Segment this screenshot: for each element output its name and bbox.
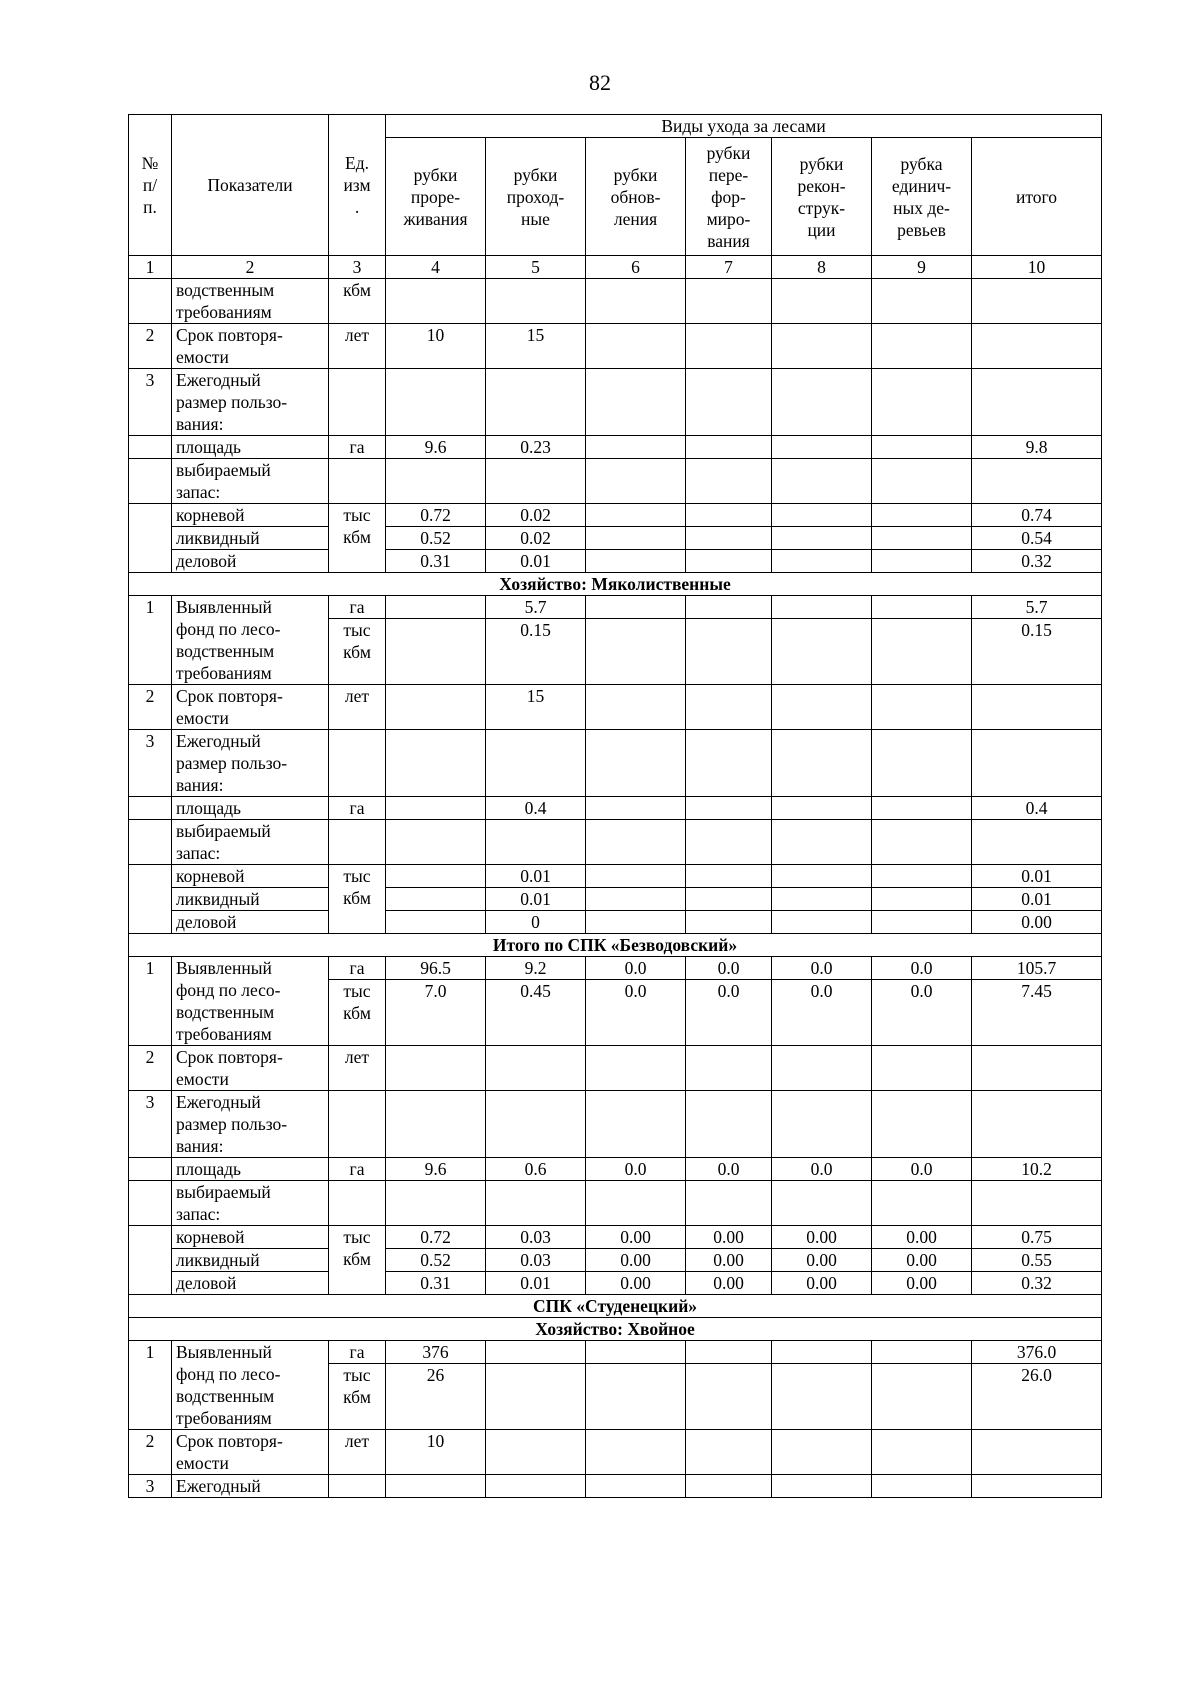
table-row xyxy=(129,504,1102,527)
table-row xyxy=(129,1226,1102,1249)
row-label: деловой xyxy=(172,1272,329,1295)
row-label: Ежегодный размер пользо- вания: xyxy=(172,1091,329,1158)
row-label: Срок повторя- емости xyxy=(172,324,329,369)
row-label: площадь xyxy=(172,436,329,459)
cell-value: 0.00 xyxy=(586,1226,686,1249)
cell-value: 26.0 xyxy=(972,1364,1102,1430)
cell-value: 0.01 xyxy=(486,550,586,573)
cell-value: 0.0 xyxy=(686,980,772,1046)
column-number: 9 xyxy=(872,256,972,279)
cell-value: 0.0 xyxy=(872,957,972,980)
cell-value: 96.5 xyxy=(386,957,486,980)
header-type-thinning: рубки проре- живания xyxy=(386,138,486,256)
section-heading: Хозяйство: Хвойное xyxy=(129,1318,1102,1341)
row-label: выбираемый запас: xyxy=(172,459,329,504)
table-row xyxy=(129,888,1102,911)
cell-value: 0.01 xyxy=(486,1272,586,1295)
table-row xyxy=(129,820,1102,865)
row-label: Ежегодный xyxy=(172,1475,329,1498)
cell-value: 0.00 xyxy=(972,911,1102,934)
row-num: 3 xyxy=(129,730,172,797)
row-label: выбираемый запас: xyxy=(172,1181,329,1226)
cell-value: 0.03 xyxy=(486,1249,586,1272)
section-heading: Итого по СПК «Безводовский» xyxy=(129,934,1102,957)
table-row xyxy=(129,1341,1102,1364)
table-row xyxy=(129,865,1102,888)
cell-value: 0.00 xyxy=(686,1226,772,1249)
row-unit: лет xyxy=(329,685,386,730)
row-label: Срок повторя- емости xyxy=(172,1430,329,1475)
row-label: Срок повторя- емости xyxy=(172,685,329,730)
cell-value: 0.02 xyxy=(486,504,586,527)
table-row xyxy=(129,911,1102,934)
row-unit: га xyxy=(329,596,386,619)
row-label: деловой xyxy=(172,911,329,934)
column-number: 7 xyxy=(686,256,772,279)
row-label: ликвидный xyxy=(172,1249,329,1272)
column-number: 8 xyxy=(772,256,872,279)
table-row xyxy=(129,596,1102,619)
cell-value: 9.8 xyxy=(972,436,1102,459)
cell-value: 0.0 xyxy=(586,1158,686,1181)
row-num: 1 xyxy=(129,596,172,685)
row-label: ликвидный xyxy=(172,888,329,911)
cell-value: 0.45 xyxy=(486,980,586,1046)
cell-value: 0.74 xyxy=(972,504,1102,527)
cell-value: 0.32 xyxy=(972,1272,1102,1295)
table-row xyxy=(129,1249,1102,1272)
header-type-passage: рубки проход- ные xyxy=(486,138,586,256)
row-num: 2 xyxy=(129,324,172,369)
table-row xyxy=(129,957,1102,980)
row-label: Выявленный фонд по лесо- водственным требованиям xyxy=(172,596,329,685)
cell-value: 0.31 xyxy=(386,550,486,573)
cell-value: 7.45 xyxy=(972,980,1102,1046)
cell-value: 15 xyxy=(486,685,586,730)
column-numbers-row xyxy=(129,256,1102,279)
column-number: 2 xyxy=(172,256,329,279)
row-label: водственным требованиям xyxy=(172,279,329,324)
cell-value: 0.0 xyxy=(686,1158,772,1181)
cell-value: 0.00 xyxy=(586,1249,686,1272)
table-row xyxy=(129,797,1102,820)
table-row xyxy=(129,369,1102,436)
cell-value: 7.0 xyxy=(386,980,486,1046)
header-indicator: Показатели xyxy=(172,115,329,256)
row-unit: га xyxy=(329,436,386,459)
row-unit: га xyxy=(329,1341,386,1364)
cell-value: 105.7 xyxy=(972,957,1102,980)
cell-value: 9.6 xyxy=(386,436,486,459)
cell-value: 5.7 xyxy=(972,596,1102,619)
cell-value: 10 xyxy=(386,1430,486,1475)
header-type-reformation: рубки пере- фор- миро- вания xyxy=(686,138,772,256)
table-row xyxy=(129,1091,1102,1158)
row-label: Срок повторя- емости xyxy=(172,1046,329,1091)
cell-value: 0.0 xyxy=(586,957,686,980)
row-label: корневой xyxy=(172,1226,329,1249)
cell-value: 0.00 xyxy=(872,1249,972,1272)
row-num: 2 xyxy=(129,1430,172,1475)
row-num: 1 xyxy=(129,1341,172,1430)
cell-value: 0.0 xyxy=(872,980,972,1046)
row-label: Ежегодный размер пользо- вания: xyxy=(172,369,329,436)
cell-value: 9.6 xyxy=(386,1158,486,1181)
cell-value: 5.7 xyxy=(486,596,586,619)
cell-value: 0.01 xyxy=(972,888,1102,911)
cell-value: 0.72 xyxy=(386,504,486,527)
row-unit: лет xyxy=(329,1046,386,1091)
cell-value: 0.54 xyxy=(972,527,1102,550)
row-label: ликвидный xyxy=(172,527,329,550)
header-group: Виды ухода за лесами xyxy=(386,115,1102,138)
cell-value: 0.55 xyxy=(972,1249,1102,1272)
cell-value: 0.00 xyxy=(772,1272,872,1295)
table-row xyxy=(129,1272,1102,1295)
column-number: 6 xyxy=(586,256,686,279)
row-label: Выявленный фонд по лесо- водственным требованиям xyxy=(172,1341,329,1430)
forest-care-table xyxy=(128,114,1102,1498)
row-num: 3 xyxy=(129,369,172,436)
table-row xyxy=(129,459,1102,504)
cell-value: 0.00 xyxy=(686,1249,772,1272)
cell-value: 10.2 xyxy=(972,1158,1102,1181)
cell-value: 0.00 xyxy=(872,1226,972,1249)
row-num: 2 xyxy=(129,1046,172,1091)
row-num: 1 xyxy=(129,957,172,1046)
cell-value: 0.01 xyxy=(486,888,586,911)
page-number: 82 xyxy=(589,70,611,95)
row-num: 2 xyxy=(129,685,172,730)
header-num: № п/ п. xyxy=(129,115,172,256)
table-row xyxy=(129,436,1102,459)
cell-value: 0.03 xyxy=(486,1226,586,1249)
cell-value: 0 xyxy=(486,911,586,934)
cell-value: 26 xyxy=(386,1364,486,1430)
column-number: 3 xyxy=(329,256,386,279)
row-unit: тыс кбм xyxy=(329,1364,386,1430)
row-num: 3 xyxy=(129,1475,172,1498)
section-heading: Хозяйство: Мяколиственные xyxy=(129,573,1102,596)
row-label: деловой xyxy=(172,550,329,573)
table-row xyxy=(129,324,1102,369)
row-label: площадь xyxy=(172,797,329,820)
row-unit: тыс кбм xyxy=(329,504,386,573)
column-number: 10 xyxy=(972,256,1102,279)
cell-value: 0.15 xyxy=(972,619,1102,685)
table-row xyxy=(129,1181,1102,1226)
cell-value: 0.4 xyxy=(486,797,586,820)
cell-value: 0.00 xyxy=(772,1249,872,1272)
row-unit: кбм xyxy=(329,279,386,324)
cell-value: 0.75 xyxy=(972,1226,1102,1249)
row-num: 3 xyxy=(129,1091,172,1158)
cell-value: 10 xyxy=(386,324,486,369)
header-type-single-trees: рубка единич- ных де- ревьев xyxy=(872,138,972,256)
header-type-total: итого xyxy=(972,138,1102,256)
cell-value: 0.00 xyxy=(872,1272,972,1295)
cell-value: 0.6 xyxy=(486,1158,586,1181)
table-row xyxy=(129,1046,1102,1091)
header-type-reconstruction: рубки рекон- струк- ции xyxy=(772,138,872,256)
cell-value: 376.0 xyxy=(972,1341,1102,1364)
header-type-renewal: рубки обнов- ления xyxy=(586,138,686,256)
table-row xyxy=(129,730,1102,797)
cell-value: 0.15 xyxy=(486,619,586,685)
row-label: выбираемый запас: xyxy=(172,820,329,865)
row-unit: лет xyxy=(329,1430,386,1475)
cell-value: 0.0 xyxy=(872,1158,972,1181)
column-number: 4 xyxy=(386,256,486,279)
table-row xyxy=(129,685,1102,730)
cell-value: 0.52 xyxy=(386,1249,486,1272)
cell-value: 0.32 xyxy=(972,550,1102,573)
table-row xyxy=(129,1430,1102,1475)
cell-value: 0.23 xyxy=(486,436,586,459)
cell-value: 0.0 xyxy=(772,980,872,1046)
table-row xyxy=(129,279,1102,324)
table-row xyxy=(129,527,1102,550)
row-label: Ежегодный размер пользо- вания: xyxy=(172,730,329,797)
cell-value: 0.01 xyxy=(972,865,1102,888)
row-unit: тыс кбм xyxy=(329,865,386,934)
column-number: 5 xyxy=(486,256,586,279)
cell-value: 0.00 xyxy=(586,1272,686,1295)
row-unit: тыс кбм xyxy=(329,619,386,685)
column-number: 1 xyxy=(129,256,172,279)
cell-value: 0.0 xyxy=(772,957,872,980)
cell-value: 0.01 xyxy=(486,865,586,888)
section-heading: СПК «Студенецкий» xyxy=(129,1295,1102,1318)
table-row xyxy=(129,1475,1102,1498)
cell-value: 0.00 xyxy=(772,1226,872,1249)
cell-value: 0.00 xyxy=(686,1272,772,1295)
cell-value: 9.2 xyxy=(486,957,586,980)
row-label: корневой xyxy=(172,865,329,888)
cell-value: 15 xyxy=(486,324,586,369)
cell-value: 0.31 xyxy=(386,1272,486,1295)
row-unit: га xyxy=(329,957,386,980)
cell-value: 0.02 xyxy=(486,527,586,550)
cell-value: 0.72 xyxy=(386,1226,486,1249)
cell-value: 0.52 xyxy=(386,527,486,550)
table-row xyxy=(129,550,1102,573)
row-unit: га xyxy=(329,797,386,820)
row-label: площадь xyxy=(172,1158,329,1181)
cell-value: 0.0 xyxy=(586,980,686,1046)
cell-value: 0.0 xyxy=(772,1158,872,1181)
cell-value: 0.4 xyxy=(972,797,1102,820)
cell-value: 0.0 xyxy=(686,957,772,980)
row-unit: га xyxy=(329,1158,386,1181)
row-unit: лет xyxy=(329,324,386,369)
table-row xyxy=(129,1158,1102,1181)
cell-value: 376 xyxy=(386,1341,486,1364)
row-unit: тыс кбм xyxy=(329,1226,386,1295)
row-label: корневой xyxy=(172,504,329,527)
row-label: Выявленный фонд по лесо- водственным требованиям xyxy=(172,957,329,1046)
header-unit: Ед. изм . xyxy=(329,115,386,256)
row-unit: тыс кбм xyxy=(329,980,386,1046)
